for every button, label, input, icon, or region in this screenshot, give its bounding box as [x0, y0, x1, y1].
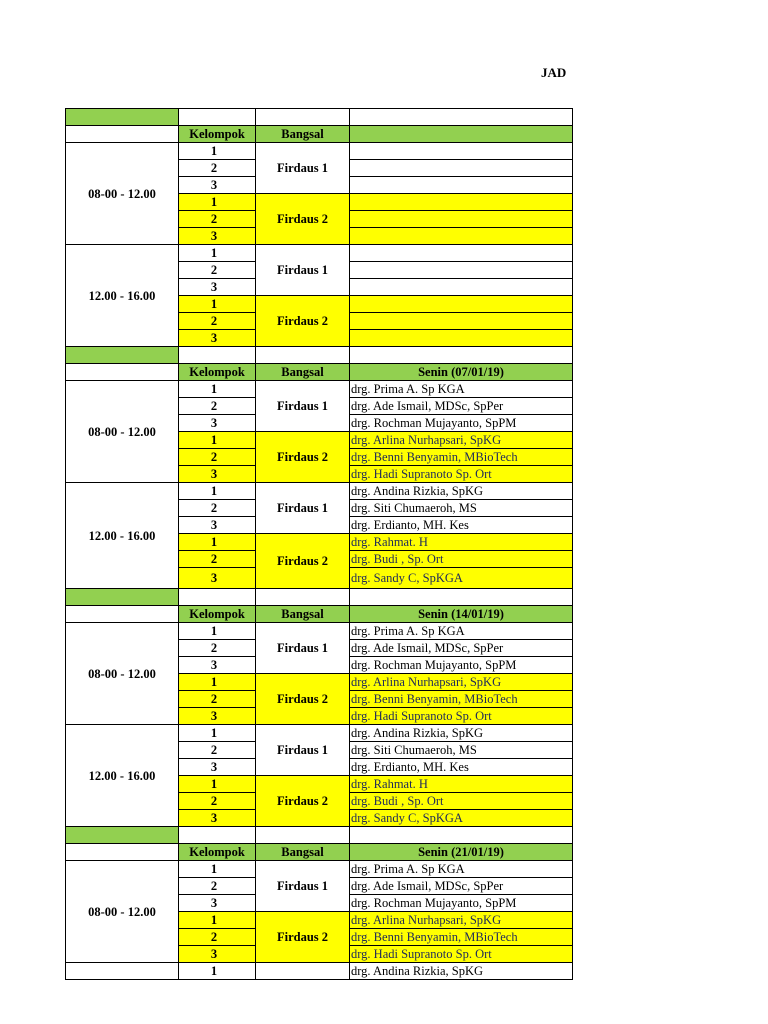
- kelompok-cell[interactable]: 1: [179, 432, 256, 449]
- kelompok-cell[interactable]: 3: [179, 810, 256, 827]
- doctor-cell[interactable]: drg. Budi , Sp. Ort: [350, 793, 573, 810]
- kelompok-cell[interactable]: 1: [179, 861, 256, 878]
- bangsal-header[interactable]: Bangsal: [256, 126, 350, 143]
- kelompok-cell[interactable]: 3: [179, 708, 256, 725]
- shift-time[interactable]: 08-00 - 12.00: [66, 861, 179, 963]
- shift-time[interactable]: 12.00 - 16.00: [66, 725, 179, 827]
- empty-cell[interactable]: [256, 589, 350, 606]
- empty-cell[interactable]: [256, 347, 350, 364]
- kelompok-cell[interactable]: 3: [179, 466, 256, 483]
- kelompok-cell[interactable]: 2: [179, 313, 256, 330]
- kelompok-cell[interactable]: 2: [179, 449, 256, 466]
- bangsal-header[interactable]: Bangsal: [256, 844, 350, 861]
- kelompok-cell[interactable]: 1: [179, 194, 256, 211]
- doctor-cell[interactable]: drg. Benni Benyamin, MBioTech: [350, 691, 573, 708]
- empty-cell[interactable]: [350, 827, 573, 844]
- doctor-cell[interactable]: [350, 177, 573, 194]
- empty-cell[interactable]: [66, 606, 179, 623]
- doctor-cell[interactable]: drg. Prima A. Sp KGA: [350, 623, 573, 640]
- kelompok-header[interactable]: Kelompok: [179, 126, 256, 143]
- empty-cell[interactable]: [256, 109, 350, 126]
- kelompok-cell[interactable]: 2: [179, 742, 256, 759]
- doctor-cell[interactable]: drg. Sandy C, SpKGA: [350, 568, 573, 589]
- kelompok-cell[interactable]: 3: [179, 946, 256, 963]
- doctor-cell[interactable]: [350, 313, 573, 330]
- column-header-row: [66, 606, 573, 623]
- kelompok-cell[interactable]: 3: [179, 330, 256, 347]
- doctor-cell[interactable]: [350, 279, 573, 296]
- kelompok-cell[interactable]: 3: [179, 517, 256, 534]
- bangsal-cell[interactable]: Firdaus 2: [256, 674, 350, 725]
- bangsal-cell[interactable]: Firdaus 1: [256, 245, 350, 296]
- kelompok-cell[interactable]: 1: [179, 296, 256, 313]
- doctor-cell[interactable]: drg. Arlina Nurhapsari, SpKG: [350, 912, 573, 929]
- kelompok-cell[interactable]: 3: [179, 895, 256, 912]
- empty-cell[interactable]: [350, 589, 573, 606]
- bangsal-cell[interactable]: Firdaus 2: [256, 534, 350, 589]
- shift-time[interactable]: 12.00 - 16.00: [66, 483, 179, 589]
- separator-row: [66, 347, 573, 364]
- doctor-cell[interactable]: drg. Benni Benyamin, MBioTech: [350, 449, 573, 466]
- doctor-cell[interactable]: drg. Erdianto, MH. Kes: [350, 517, 573, 534]
- shift-time[interactable]: 08-00 - 12.00: [66, 143, 179, 245]
- kelompok-cell[interactable]: 2: [179, 398, 256, 415]
- separator-cell[interactable]: [66, 589, 179, 606]
- kelompok-cell[interactable]: 3: [179, 568, 256, 589]
- shift-time[interactable]: 12.00 - 16.00: [66, 245, 179, 347]
- empty-cell[interactable]: [66, 126, 179, 143]
- doctor-cell[interactable]: drg. Andina Rizkia, SpKG: [350, 725, 573, 742]
- bangsal-cell[interactable]: Firdaus 1: [256, 483, 350, 534]
- kelompok-cell[interactable]: 1: [179, 725, 256, 742]
- kelompok-cell[interactable]: 3: [179, 415, 256, 432]
- separator-cell[interactable]: [66, 109, 179, 126]
- doctor-cell[interactable]: [350, 228, 573, 245]
- doctor-cell[interactable]: [350, 143, 573, 160]
- column-header-row: [66, 844, 573, 861]
- doctor-cell[interactable]: drg. Siti Chumaeroh, MS: [350, 742, 573, 759]
- doctor-cell[interactable]: drg. Ade Ismail, MDSc, SpPer: [350, 398, 573, 415]
- separator-row: [66, 109, 573, 126]
- schedule-table: [65, 108, 573, 980]
- doctor-cell[interactable]: drg. Hadi Supranoto Sp. Ort: [350, 466, 573, 483]
- kelompok-header[interactable]: Kelompok: [179, 606, 256, 623]
- doctor-cell[interactable]: [350, 330, 573, 347]
- table-row: [66, 725, 573, 742]
- kelompok-cell[interactable]: 1: [179, 674, 256, 691]
- kelompok-cell[interactable]: 3: [179, 657, 256, 674]
- shift-time[interactable]: [66, 963, 179, 980]
- empty-cell[interactable]: [350, 109, 573, 126]
- bangsal-cell[interactable]: Firdaus 2: [256, 296, 350, 347]
- table-row: [66, 381, 573, 398]
- doctor-cell[interactable]: drg. Siti Chumaeroh, MS: [350, 500, 573, 517]
- doctor-cell[interactable]: drg. Rochman Mujayanto, SpPM: [350, 415, 573, 432]
- table-row: [66, 623, 573, 640]
- doctor-cell[interactable]: drg. Ade Ismail, MDSc, SpPer: [350, 878, 573, 895]
- doctor-cell[interactable]: drg. Rochman Mujayanto, SpPM: [350, 657, 573, 674]
- bangsal-cell[interactable]: Firdaus 1: [256, 623, 350, 674]
- column-header-row: [66, 364, 573, 381]
- empty-cell[interactable]: [66, 844, 179, 861]
- bangsal-header[interactable]: Bangsal: [256, 606, 350, 623]
- bangsal-cell[interactable]: Firdaus 2: [256, 194, 350, 245]
- kelompok-cell[interactable]: 2: [179, 211, 256, 228]
- doctor-cell[interactable]: drg. Rahmat. H: [350, 534, 573, 551]
- bangsal-cell[interactable]: Firdaus 2: [256, 912, 350, 963]
- doctor-cell[interactable]: drg. Arlina Nurhapsari, SpKG: [350, 674, 573, 691]
- kelompok-header[interactable]: Kelompok: [179, 844, 256, 861]
- day-header[interactable]: Senin (07/01/19): [350, 364, 573, 381]
- schedule-sheet: [65, 108, 572, 978]
- empty-cell[interactable]: [179, 347, 256, 364]
- doctor-cell[interactable]: drg. Hadi Supranoto Sp. Ort: [350, 946, 573, 963]
- doctor-cell[interactable]: [350, 194, 573, 211]
- doctor-cell[interactable]: drg. Arlina Nurhapsari, SpKG: [350, 432, 573, 449]
- doctor-cell[interactable]: [350, 245, 573, 262]
- kelompok-cell[interactable]: 3: [179, 759, 256, 776]
- separator-cell[interactable]: [66, 827, 179, 844]
- kelompok-cell[interactable]: 1: [179, 623, 256, 640]
- doctor-cell[interactable]: drg. Ade Ismail, MDSc, SpPer: [350, 640, 573, 657]
- day-header[interactable]: [350, 126, 573, 143]
- separator-row: [66, 589, 573, 606]
- empty-cell[interactable]: [350, 347, 573, 364]
- shift-time[interactable]: 08-00 - 12.00: [66, 623, 179, 725]
- bangsal-header[interactable]: Bangsal: [256, 364, 350, 381]
- column-header-row: [66, 126, 573, 143]
- doctor-cell[interactable]: [350, 160, 573, 177]
- doctor-cell[interactable]: drg. Prima A. Sp KGA: [350, 381, 573, 398]
- table-row: [66, 483, 573, 500]
- doctor-cell[interactable]: drg. Andina Rizkia, SpKG: [350, 963, 573, 980]
- table-row: [66, 143, 573, 160]
- kelompok-cell[interactable]: 2: [179, 929, 256, 946]
- bangsal-cell[interactable]: Firdaus 2: [256, 776, 350, 827]
- kelompok-cell[interactable]: 1: [179, 245, 256, 262]
- kelompok-cell[interactable]: 3: [179, 228, 256, 245]
- empty-cell[interactable]: [179, 589, 256, 606]
- kelompok-cell[interactable]: 3: [179, 279, 256, 296]
- bangsal-cell[interactable]: Firdaus 1: [256, 143, 350, 194]
- table-row: [66, 245, 573, 262]
- day-header[interactable]: Senin (21/01/19): [350, 844, 573, 861]
- kelompok-cell[interactable]: 1: [179, 534, 256, 551]
- kelompok-cell[interactable]: 2: [179, 551, 256, 568]
- separator-row: [66, 827, 573, 844]
- kelompok-cell[interactable]: 2: [179, 793, 256, 810]
- bangsal-cell[interactable]: [256, 963, 350, 980]
- doctor-cell[interactable]: drg. Budi , Sp. Ort: [350, 551, 573, 568]
- bangsal-cell[interactable]: Firdaus 1: [256, 725, 350, 776]
- empty-cell[interactable]: [66, 364, 179, 381]
- bangsal-cell[interactable]: Firdaus 1: [256, 381, 350, 432]
- doctor-cell[interactable]: [350, 211, 573, 228]
- doctor-cell[interactable]: drg. Benni Benyamin, MBioTech: [350, 929, 573, 946]
- doctor-cell[interactable]: drg. Prima A. Sp KGA: [350, 861, 573, 878]
- kelompok-cell[interactable]: 2: [179, 262, 256, 279]
- day-header[interactable]: Senin (14/01/19): [350, 606, 573, 623]
- table-row: [66, 861, 573, 878]
- empty-cell[interactable]: [256, 827, 350, 844]
- empty-cell[interactable]: [179, 109, 256, 126]
- kelompok-cell[interactable]: 1: [179, 776, 256, 793]
- kelompok-cell[interactable]: 1: [179, 912, 256, 929]
- kelompok-cell[interactable]: 1: [179, 381, 256, 398]
- kelompok-cell[interactable]: 2: [179, 500, 256, 517]
- bangsal-cell[interactable]: Firdaus 2: [256, 432, 350, 483]
- kelompok-header[interactable]: Kelompok: [179, 364, 256, 381]
- doctor-cell[interactable]: drg. Hadi Supranoto Sp. Ort: [350, 708, 573, 725]
- doctor-cell[interactable]: drg. Sandy C, SpKGA: [350, 810, 573, 827]
- kelompok-cell[interactable]: 2: [179, 160, 256, 177]
- doctor-cell[interactable]: [350, 296, 573, 313]
- kelompok-cell[interactable]: 2: [179, 640, 256, 657]
- shift-time[interactable]: 08-00 - 12.00: [66, 381, 179, 483]
- doctor-cell[interactable]: drg. Erdianto, MH. Kes: [350, 759, 573, 776]
- empty-cell[interactable]: [179, 827, 256, 844]
- kelompok-cell[interactable]: 3: [179, 177, 256, 194]
- kelompok-cell[interactable]: 1: [179, 143, 256, 160]
- bangsal-cell[interactable]: Firdaus 1: [256, 861, 350, 912]
- document-title: JAD: [541, 65, 567, 80]
- kelompok-cell[interactable]: 2: [179, 878, 256, 895]
- doctor-cell[interactable]: [350, 262, 573, 279]
- doctor-cell[interactable]: drg. Andina Rizkia, SpKG: [350, 483, 573, 500]
- table-row: [66, 963, 573, 980]
- doctor-cell[interactable]: drg. Rochman Mujayanto, SpPM: [350, 895, 573, 912]
- doctor-cell[interactable]: drg. Rahmat. H: [350, 776, 573, 793]
- separator-cell[interactable]: [66, 347, 179, 364]
- kelompok-cell[interactable]: 2: [179, 691, 256, 708]
- kelompok-cell[interactable]: 1: [179, 483, 256, 500]
- kelompok-cell[interactable]: 1: [179, 963, 256, 980]
